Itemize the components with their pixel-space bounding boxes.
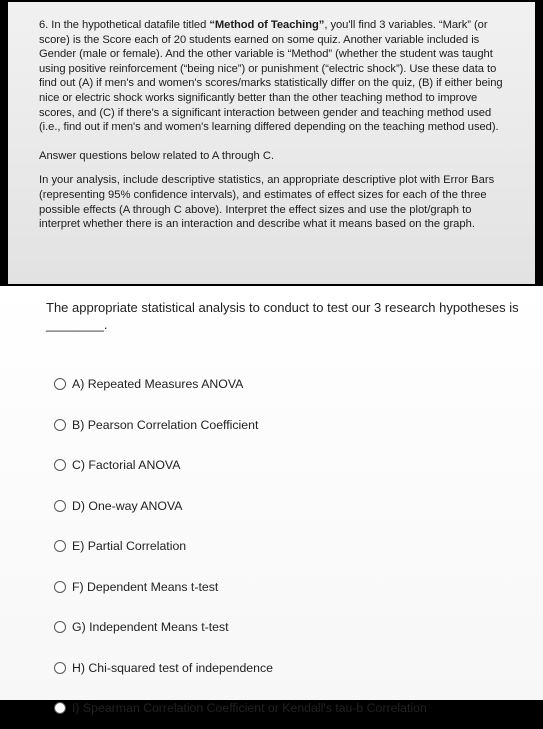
option-b[interactable] [54,405,533,446]
radio-button-b[interactable] [54,419,66,431]
option-d-label: D) One-way ANOVA [72,498,183,513]
option-h-label: H) Chi-squared test of independence [72,660,273,675]
option-i[interactable] [54,688,533,729]
option-h[interactable] [54,648,533,689]
analysis-instructions: In your analysis, include descriptive statistics, an appropriate descriptive plot with Error Bars (representing 95% confidence intervals), and estimates of effect sizes for each of the three possible effects (A through C above). Interpret the effect sizes and use the plot/graph to interpret whether there is an interaction and describe what it means based on the graph. [39,174,495,231]
option-e-label: E) Partial Correlation [72,539,187,554]
radio-button-d[interactable] [54,500,66,512]
radio-button-a[interactable] [54,378,66,390]
question-intro: 6. In the hypothetical datafile titled [39,19,210,31]
question-panel [8,2,535,284]
option-i-label: I) Spearman Correlation Coefficient or Kendall's tau-b Correlation [72,701,427,716]
answer-options [54,364,533,729]
option-b-label: B) Pearson Correlation Coefficient [72,417,259,432]
option-d[interactable] [54,486,533,527]
radio-button-g[interactable] [54,621,66,633]
option-e[interactable] [54,526,533,567]
question-body: , you'll find 3 variables. “Mark” (or score) is the Score each of 20 students earned on some quiz. Another variable included is Gender (male or female). And the other variable is “Method” (whether the student was taught using positive reinforcement (“being nice”) or punishment (“electric shock”). Use these data to find out (A) if men's and women's scores/marks statistically differ on the quiz, (B) if either being nice or electric shock works significantly better than the other teaching method to improve scores, and (C) if there's a significant interaction between gender and teaching method used (i.e., find out if men's and women's learning differed depending on the teaching method used). [39,19,503,134]
radio-button-i[interactable] [54,702,66,714]
radio-button-f[interactable] [54,581,66,593]
option-g[interactable] [54,607,533,648]
option-c-label: C) Factorial ANOVA [72,458,181,473]
option-f[interactable] [54,567,533,608]
radio-button-c[interactable] [54,459,66,471]
answer-note: Answer questions below related to A through C. [39,149,275,162]
option-g-label: G) Independent Means t-test [72,620,229,635]
radio-button-h[interactable] [54,662,66,674]
option-a[interactable] [54,364,533,405]
datafile-title: “Method of Teaching” [209,19,325,31]
option-f-label: F) Dependent Means t-test [72,579,219,594]
question-prompt: The appropriate statistical analysis to conduct to test our 3 research hypotheses is ________. [46,300,519,332]
answer-panel [0,286,543,716]
question-text [39,18,511,135]
option-a-label: A) Repeated Measures ANOVA [72,377,244,392]
option-c[interactable] [54,445,533,486]
radio-button-e[interactable] [54,540,66,552]
